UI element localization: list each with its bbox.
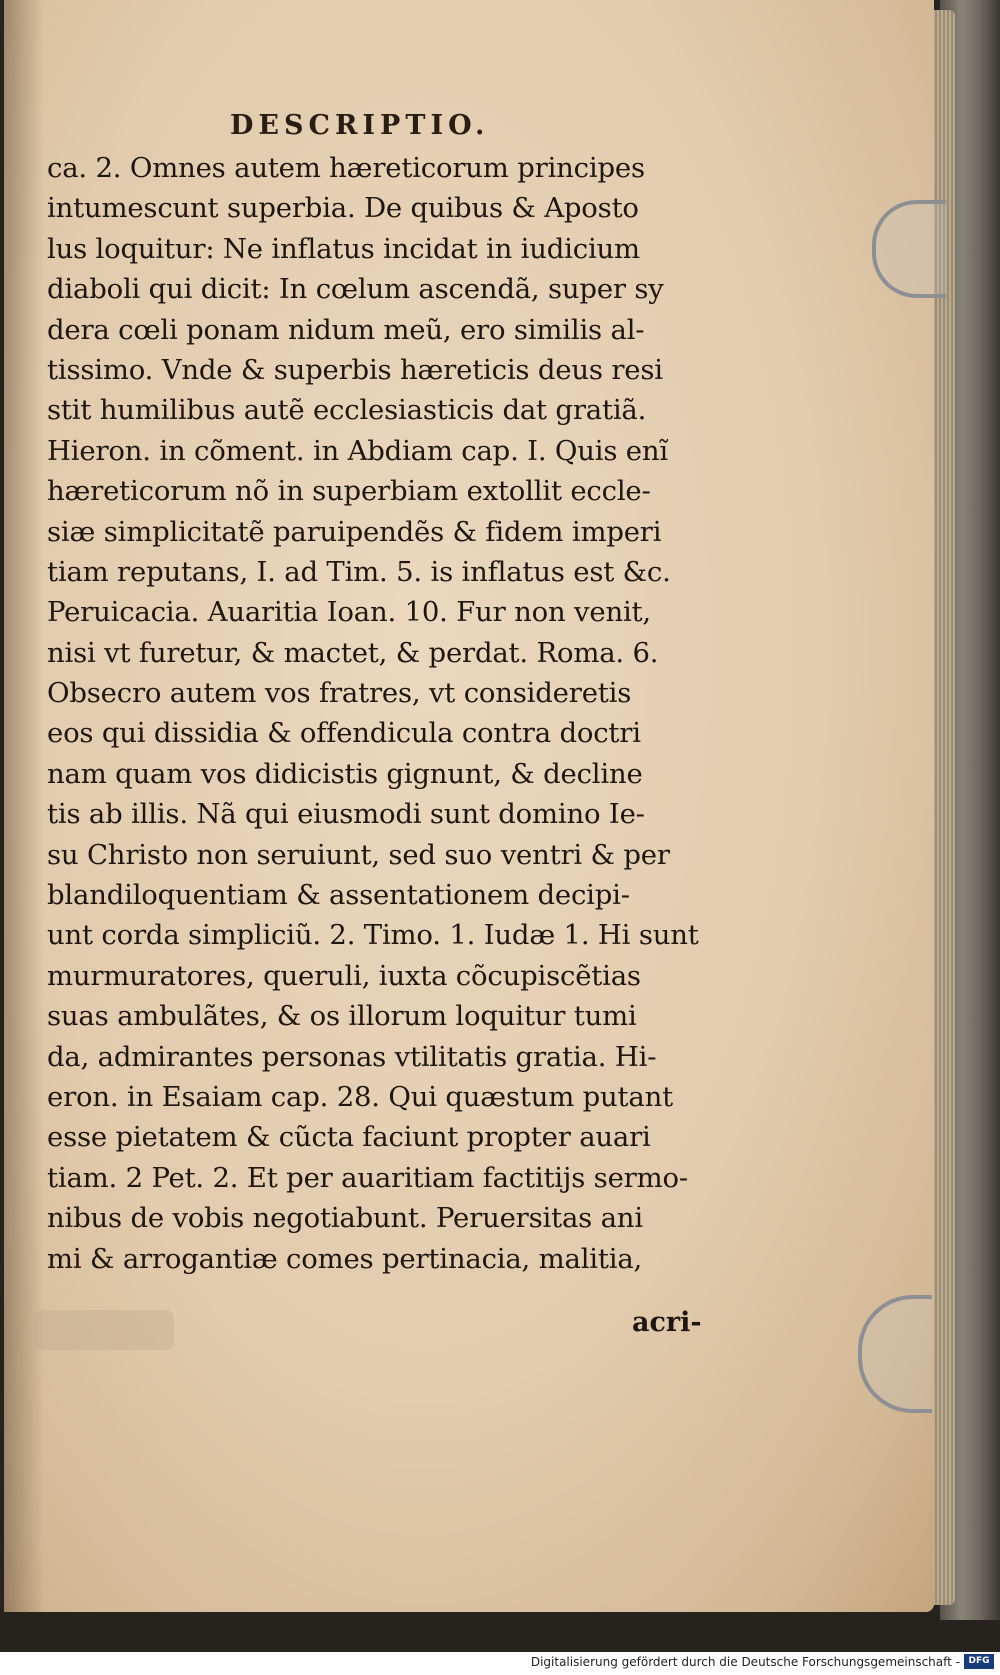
text-line: lus loquitur: Ne inflatus incidat in iudicium (47, 232, 640, 265)
text-line: unt corda simpliciũ. 2. Timo. 1. Iudæ 1. Hi sunt (47, 919, 699, 952)
text-line: Obsecro autem vos fratres, vt consideretis (47, 677, 632, 710)
text-line: intumescunt superbia. De quibus & Aposto (47, 192, 639, 225)
text-line: eos qui dissidia & offendicula contra doctri (47, 717, 641, 750)
text-line: hæreticorum nõ in superbiam extollit eccle- (47, 475, 651, 508)
text-line: tiam reputans, I. ad Tim. 5. is inflatus est &c. (47, 555, 671, 588)
gutter-shadow (4, 0, 44, 1612)
text-line: da, admirantes personas vtilitatis gratia. Hi- (47, 1040, 657, 1073)
text-line: stit humilibus autẽ ecclesiasticis dat gratiã. (47, 394, 647, 427)
text-line: suas ambulãtes, & os illorum loquitur tumi (47, 1000, 637, 1033)
text-line: murmuratores, queruli, iuxta cõcupiscẽtias (47, 959, 641, 992)
text-line: nisi vt furetur, & mactet, & perdat. Roma. 6. (47, 636, 659, 669)
text-line: tissimo. Vnde & superbis hæreticis deus resi (47, 353, 663, 386)
text-line: ca. 2. Omnes autem hæreticorum principes (47, 152, 645, 184)
text-block (47, 148, 752, 1279)
text-line: tis ab illis. Nã qui eiusmodi sunt domino Ie- (47, 798, 645, 831)
text-line: diaboli qui dicit: In cœlum ascendã, super sy (47, 273, 664, 306)
text-line: su Christo non seruiunt, sed suo ventri & per (47, 838, 670, 871)
page-clip-top (872, 200, 946, 298)
text-line: mi & arrogantiæ comes pertinacia, malitia, (47, 1242, 643, 1275)
text-line: eron. in Esaiam cap. 28. Qui quæstum putant (47, 1080, 673, 1113)
catchword: acri- (632, 1307, 702, 1338)
text-line: dera cœli ponam nidum meũ, ero similis al- (47, 313, 645, 346)
text-line: nibus de vobis negotiabunt. Peruersitas ani (47, 1202, 643, 1235)
funding-credit: Digitalisierung gefördert durch die Deutsche Forschungsgemeinschaft - (530, 1655, 960, 1669)
text-line: tiam. 2 Pet. 2. Et per auaritiam factitijs sermo- (47, 1161, 688, 1194)
text-line: Hieron. in cõment. in Abdiam cap. I. Quis enĩ (47, 434, 668, 467)
dfg-logo: DFG (964, 1654, 994, 1669)
text-line: Peruicacia. Auaritia Ioan. 10. Fur non venit, (47, 596, 651, 629)
text-line: nam quam vos didicistis gignunt, & decline (47, 757, 643, 790)
running-head: DESCRIPTIO. (230, 110, 490, 141)
text-line: esse pietatem & cũcta faciunt propter auari (47, 1121, 651, 1154)
text-line: blandiloquentiam & assentationem decipi- (47, 879, 630, 912)
paper-stain (34, 1310, 174, 1350)
text-line: siæ simplicitatẽ paruipendẽs & fidem imperi (47, 515, 662, 548)
